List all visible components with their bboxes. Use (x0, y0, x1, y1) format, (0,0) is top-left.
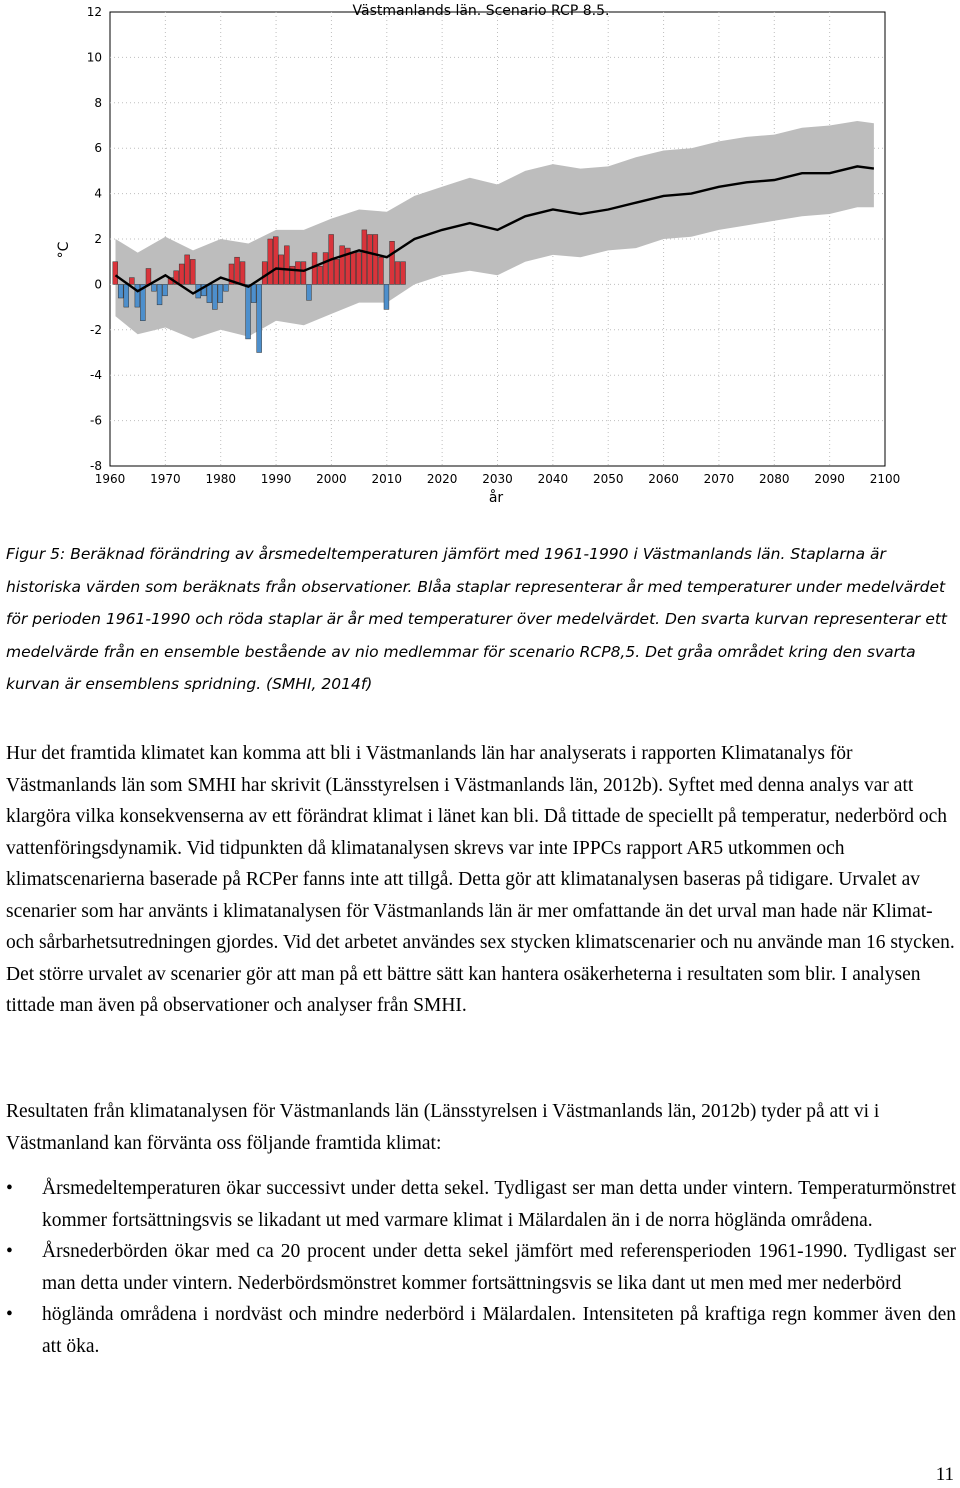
bullet-marker: • (6, 1178, 13, 1199)
x-tick-label: 2040 (537, 472, 569, 486)
observation-bar (185, 255, 190, 285)
observation-bar (207, 284, 212, 302)
observation-bar (268, 239, 273, 284)
x-tick-label: 1990 (260, 472, 292, 486)
x-tick-label: 1980 (205, 472, 236, 486)
x-tick-label: 2030 (482, 472, 513, 486)
observation-bar (118, 284, 123, 298)
observation-bar (124, 284, 129, 307)
y-tick-label: 10 (86, 50, 102, 65)
observation-bar (262, 262, 267, 285)
list-item-text: höglända områdena i nordväst och mindre nederbörd i Mälardalen. Intensiteten på kraftiga regn kommer även den att öka. (42, 1304, 956, 1357)
observation-bar (163, 284, 168, 295)
observation-bar (312, 253, 317, 285)
x-tick-label: 1970 (150, 472, 181, 486)
page-number: 11 (935, 1464, 954, 1485)
y-tick-label: 6 (94, 141, 102, 156)
chart-svg (0, 0, 960, 515)
observation-bar (152, 284, 157, 291)
paragraph-klimatanalys: Hur det framtida klimatet kan komma att bli i Västmanlands län har analyserats i rapporten Klimatanalys för Västmanlands län som SMHI har skrivit (Länsstyrelsen i Västmanlands län, 2012b). Syftet med denna analys var att klargöra vilka konsekvenserna av ett förändrat klimat i länet kan bli. Då tittade de speciellt på temperatur, nederbörd och vattenföringsdynamik. Vid tidpunkten då klimatanalysen skrevs var inte IPPCs rapport AR5 utkommen och klimatscenarierna baserade på RCPer fanns inte att tillgå. Detta gör att klimatanalysen baseras på tidigare. Urvalet av scenarier som har använts i klimatanalysen för Västmanlands län är mer omfattande än det urval man hade när Klimat- och sårbarhetsutredningen gjordes. Vid det arbetet användes sex stycken klimatscenarier och nu använde man 16 stycken. Det större urvalet av scenarier gör att man på ett bättre sätt kan hantera osäkerheterna i resultaten som blir. I analysen tittade man även på observationer och analyser från SMHI. (6, 743, 955, 1016)
observation-bar (318, 266, 323, 284)
observation-bar (251, 284, 256, 302)
observation-bar (379, 257, 384, 284)
observation-bar (179, 264, 184, 284)
observation-bar (235, 257, 240, 284)
y-tick-label: -6 (90, 413, 102, 428)
observation-bar (301, 262, 306, 285)
list-item-text: Årsmedeltemperaturen ökar successivt under detta sekel. Tydligast ser man detta under vintern. Temperaturmönstret kommer fortsättningsvis se likadant ut med varmare klimat i Mälardalen än i de norra höglända områdena. (42, 1178, 956, 1231)
y-tick-label: 8 (94, 95, 102, 110)
temperature-chart (0, 0, 960, 515)
observation-bar (218, 284, 223, 302)
observation-bar (323, 253, 328, 285)
observation-bar (356, 253, 361, 285)
observation-bar (367, 235, 372, 285)
observation-bar (257, 284, 262, 352)
observation-bar (307, 284, 312, 300)
observation-bar (395, 262, 400, 285)
list-item-text: Årsnederbörden ökar med ca 20 procent under detta sekel jämfört med referensperioden 1961-1990. Tydligast ser man detta under vintern. Nederbördsmönstret kommer fortsättningsvis se lika dant ut men med mer nederbörd (42, 1241, 956, 1294)
x-tick-label: 2090 (814, 472, 845, 486)
x-tick-label: 2070 (703, 472, 735, 486)
observation-bar (240, 262, 245, 285)
observation-bar (135, 284, 140, 307)
observation-bar (246, 284, 251, 339)
x-tick-label: 2050 (592, 472, 624, 486)
observation-bar (401, 262, 406, 285)
observation-bar (157, 284, 162, 304)
observation-bar (146, 269, 151, 285)
x-tick-label: 1960 (94, 472, 126, 486)
observation-bar (129, 278, 134, 285)
y-tick-label: -4 (90, 368, 102, 383)
y-tick-label: 12 (86, 5, 102, 19)
x-tick-label: 2020 (426, 472, 458, 486)
observation-bar (373, 235, 378, 285)
y-tick-label: 4 (94, 186, 102, 201)
observation-bar (295, 262, 300, 285)
figure-caption: Figur 5: Beräknad förändring av årsmedeltemperaturen jämfört med 1961-1990 i Västmanlands län. Staplarna är historiska värden som beräknats från observationer. Blåa staplar representerar år med temperaturer under medelvärdet för perioden 1961-1990 och röda staplar är år med temperaturer över medelvärdet. Den svarta kurvan representerar ett medelvärde från en ensemble bestående av nio medlemmar för scenario RCP8,5. Det gråa området kring den svarta kurvan är ensemblens spridning. (SMHI, 2014f) (6, 545, 948, 693)
y-tick-label: 0 (94, 277, 102, 292)
x-tick-label: 2080 (759, 472, 790, 486)
list-item (0, 1236, 960, 1299)
observation-bar (113, 262, 118, 285)
x-tick-label: 2100 (869, 472, 901, 486)
observation-bar (351, 253, 356, 285)
observation-bar (224, 284, 229, 291)
chart-title: Västmanlands län. Scenario RCP 8.5. (352, 3, 610, 19)
bullet-list (0, 1173, 960, 1362)
bullet-marker: • (6, 1304, 13, 1325)
x-tick-label: 2010 (371, 472, 403, 486)
x-tick-label: 2060 (648, 472, 679, 486)
x-tick-label: 2000 (316, 472, 347, 486)
observation-bar (284, 246, 289, 285)
paragraph-resultaten: Resultaten från klimatanalysen för Västmanlands län (Länsstyrelsen i Västmanlands län, 2012b) tyder på att vi i Västmanland kan förvänta oss följande framtida klimat: (6, 1101, 880, 1154)
bullet-marker: • (6, 1241, 13, 1262)
observation-bar (212, 284, 217, 309)
observation-bar (384, 284, 389, 309)
list-item (0, 1173, 960, 1236)
observation-bar (340, 246, 345, 285)
observation-bar (273, 237, 278, 285)
observation-bar (390, 241, 395, 284)
y-tick-label: 2 (94, 232, 102, 246)
x-axis-label: år (488, 490, 504, 506)
y-tick-label: -8 (90, 459, 102, 473)
observation-bar (190, 259, 195, 284)
y-tick-label: -2 (90, 322, 102, 337)
observation-bar (334, 259, 339, 284)
observation-bar (362, 230, 367, 285)
list-item (0, 1299, 960, 1362)
y-axis-label: °C (56, 241, 72, 259)
